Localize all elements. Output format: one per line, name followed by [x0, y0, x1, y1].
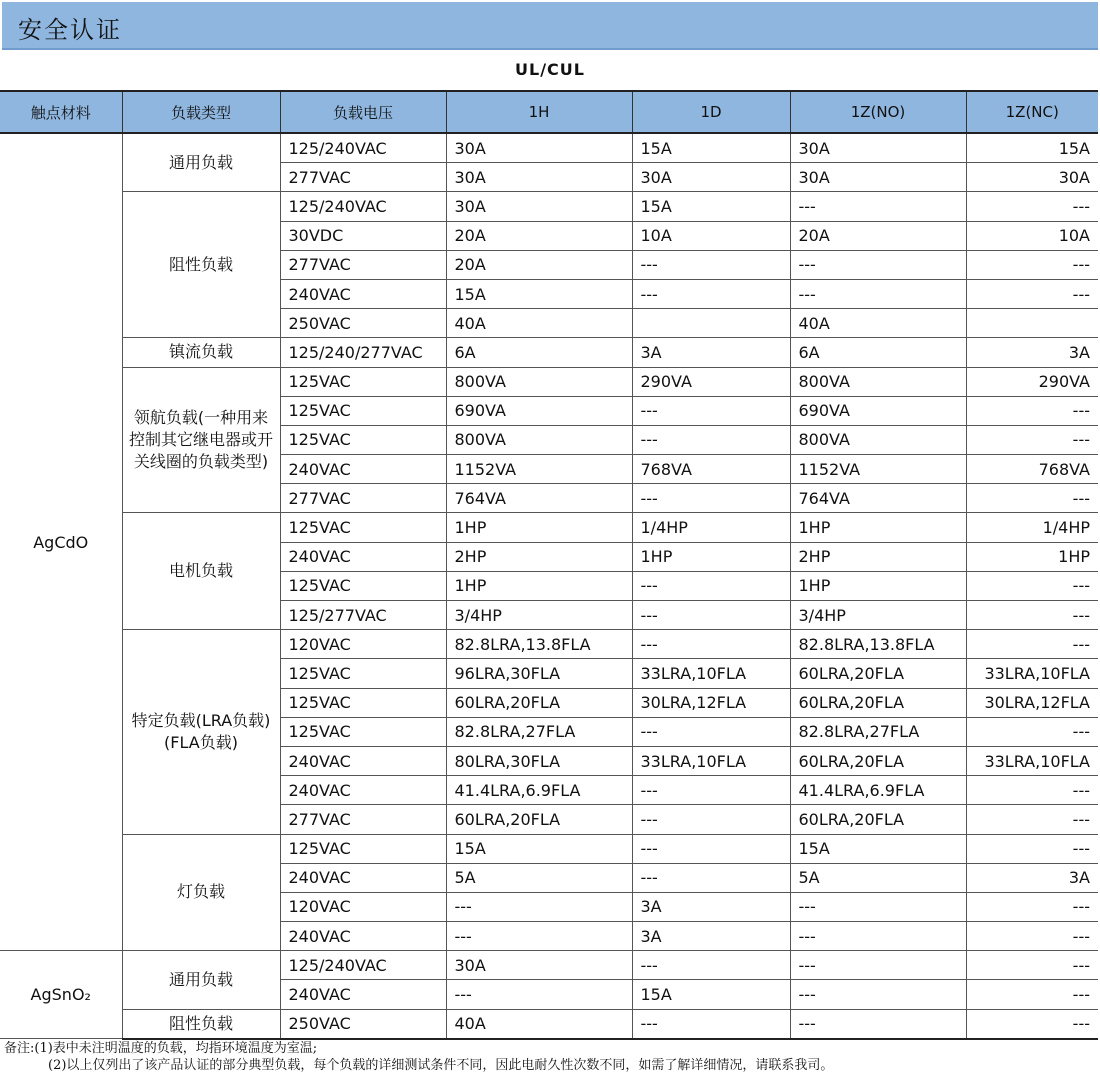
rating-1z-no-cell: 15A	[790, 834, 966, 863]
rating-1z-nc-cell: 768VA	[966, 455, 1098, 484]
col-header-load-voltage: 负载电压	[280, 91, 446, 133]
footnote-1: 备注:(1)表中未注明温度的负载，均指环境温度为室温;	[4, 1041, 318, 1056]
rating-1z-nc-cell: ---	[966, 776, 1098, 805]
rating-1d-cell: ---	[632, 484, 790, 513]
table-row	[0, 133, 1098, 163]
rating-1h-cell: 30A	[446, 133, 632, 163]
table-row	[0, 513, 1098, 542]
load-type-cell: 特定负载(LRA负载)(FLA负载)	[122, 630, 280, 834]
rating-1z-nc-cell: 290VA	[966, 367, 1098, 396]
rating-1d-cell: ---	[632, 834, 790, 863]
rating-1h-cell: 1152VA	[446, 455, 632, 484]
rating-1z-nc-cell: 15A	[966, 133, 1098, 163]
rating-1z-nc-cell: 33LRA,10FLA	[966, 746, 1098, 775]
rating-1h-cell: 690VA	[446, 396, 632, 425]
rating-1h-cell: 800VA	[446, 425, 632, 454]
rating-1z-nc-cell: ---	[966, 980, 1098, 1009]
rating-1z-no-cell: 20A	[790, 221, 966, 250]
load-voltage-cell: 277VAC	[280, 163, 446, 192]
rating-1z-nc-cell: ---	[966, 425, 1098, 454]
rating-1d-cell: ---	[632, 630, 790, 659]
rating-1d-cell: 15A	[632, 192, 790, 221]
rating-1z-no-cell: ---	[790, 980, 966, 1009]
rating-1z-nc-cell: 1HP	[966, 542, 1098, 571]
load-voltage-cell: 125VAC	[280, 659, 446, 688]
rating-1z-nc-cell: 33LRA,10FLA	[966, 659, 1098, 688]
rating-1d-cell: ---	[632, 250, 790, 279]
load-voltage-cell: 125VAC	[280, 396, 446, 425]
rating-1z-nc-cell: ---	[966, 1009, 1098, 1039]
load-type-cell: 阻性负载	[122, 192, 280, 338]
rating-1d-cell: 33LRA,10FLA	[632, 659, 790, 688]
load-voltage-cell: 277VAC	[280, 484, 446, 513]
load-voltage-cell: 125VAC	[280, 717, 446, 746]
rating-1d-cell: ---	[632, 863, 790, 892]
rating-1d-cell: ---	[632, 951, 790, 980]
rating-1z-nc-cell: ---	[966, 834, 1098, 863]
load-voltage-cell: 125VAC	[280, 425, 446, 454]
col-header-1z-no: 1Z(NO)	[790, 91, 966, 133]
section-header	[2, 2, 1098, 50]
rating-1h-cell: 30A	[446, 951, 632, 980]
rating-1d-cell: 1HP	[632, 542, 790, 571]
rating-1h-cell: 20A	[446, 250, 632, 279]
rating-1z-nc-cell: 30LRA,12FLA	[966, 688, 1098, 717]
certification-label: UL/CUL	[515, 60, 585, 79]
col-header-contact-material: 触点材料	[0, 91, 122, 133]
rating-1z-no-cell: 1HP	[790, 571, 966, 600]
rating-1z-no-cell: 690VA	[790, 396, 966, 425]
rating-1z-nc-cell: ---	[966, 484, 1098, 513]
footnote-2: (2)以上仅列出了该产品认证的部分典型负载，每个负载的详细测试条件不同，因此电耐久性次数不同，如需了解详细情况，请联系我司。	[48, 1058, 834, 1073]
rating-1d-cell: 15A	[632, 980, 790, 1009]
rating-1z-nc-cell: ---	[966, 396, 1098, 425]
rating-1z-no-cell: 2HP	[790, 542, 966, 571]
footnotes	[4, 1040, 833, 1074]
rating-1h-cell: 41.4LRA,6.9FLA	[446, 776, 632, 805]
rating-1h-cell: 800VA	[446, 367, 632, 396]
rating-1d-cell: ---	[632, 1009, 790, 1039]
rating-1d-cell: 3A	[632, 338, 790, 367]
table-row	[0, 951, 1098, 980]
load-type-cell: 通用负载	[122, 951, 280, 1009]
rating-1z-no-cell: 5A	[790, 863, 966, 892]
load-type-cell: 阻性负载	[122, 1009, 280, 1039]
rating-1h-cell: 15A	[446, 279, 632, 308]
rating-1d-cell: ---	[632, 396, 790, 425]
rating-1z-no-cell: ---	[790, 279, 966, 308]
rating-1z-no-cell: 1HP	[790, 513, 966, 542]
rating-1d-cell	[632, 309, 790, 338]
load-type-cell: 通用负载	[122, 133, 280, 192]
col-header-1z-nc: 1Z(NC)	[966, 91, 1098, 133]
rating-1h-cell: 40A	[446, 1009, 632, 1039]
rating-1z-nc-cell: ---	[966, 951, 1098, 980]
table-row	[0, 1009, 1098, 1039]
rating-1h-cell: 2HP	[446, 542, 632, 571]
rating-1z-no-cell: ---	[790, 250, 966, 279]
rating-1d-cell: 3A	[632, 922, 790, 951]
rating-1h-cell: 1HP	[446, 513, 632, 542]
load-voltage-cell: 240VAC	[280, 279, 446, 308]
load-voltage-cell: 240VAC	[280, 922, 446, 951]
rating-1z-nc-cell: ---	[966, 601, 1098, 630]
rating-1z-nc-cell	[966, 309, 1098, 338]
rating-1h-cell: 60LRA,20FLA	[446, 805, 632, 834]
rating-1h-cell: 30A	[446, 192, 632, 221]
load-voltage-cell: 240VAC	[280, 542, 446, 571]
rating-1h-cell: 60LRA,20FLA	[446, 688, 632, 717]
rating-1z-no-cell: 60LRA,20FLA	[790, 805, 966, 834]
load-voltage-cell: 250VAC	[280, 309, 446, 338]
rating-1h-cell: 6A	[446, 338, 632, 367]
rating-1z-no-cell: 40A	[790, 309, 966, 338]
load-voltage-cell: 125VAC	[280, 571, 446, 600]
table-row	[0, 834, 1098, 863]
load-type-cell: 领航负载(一种用来控制其它继电器或开关线圈的负载类型)	[122, 367, 280, 513]
table-row	[0, 367, 1098, 396]
rating-1z-no-cell: ---	[790, 1009, 966, 1039]
rating-1z-nc-cell: 3A	[966, 863, 1098, 892]
rating-1z-no-cell: 6A	[790, 338, 966, 367]
load-voltage-cell: 125/240VAC	[280, 192, 446, 221]
rating-1z-nc-cell: ---	[966, 192, 1098, 221]
rating-1d-cell: ---	[632, 425, 790, 454]
rating-1h-cell: ---	[446, 892, 632, 921]
col-header-1h: 1H	[446, 91, 632, 133]
load-voltage-cell: 240VAC	[280, 776, 446, 805]
rating-1h-cell: 5A	[446, 863, 632, 892]
rating-1d-cell: 33LRA,10FLA	[632, 746, 790, 775]
rating-1z-no-cell: 800VA	[790, 425, 966, 454]
contact-material-cell: AgCdO	[0, 133, 122, 951]
rating-1z-no-cell: 60LRA,20FLA	[790, 659, 966, 688]
rating-1z-no-cell: 82.8LRA,13.8FLA	[790, 630, 966, 659]
load-voltage-cell: 125VAC	[280, 513, 446, 542]
rating-1z-nc-cell: 30A	[966, 163, 1098, 192]
section-title: 安全认证	[18, 16, 122, 44]
rating-1h-cell: 3/4HP	[446, 601, 632, 630]
load-voltage-cell: 125VAC	[280, 688, 446, 717]
rating-1d-cell: 10A	[632, 221, 790, 250]
load-voltage-cell: 120VAC	[280, 630, 446, 659]
rating-1z-nc-cell: ---	[966, 630, 1098, 659]
rating-1z-no-cell: 60LRA,20FLA	[790, 746, 966, 775]
col-header-load-type: 负载类型	[122, 91, 280, 133]
rating-1d-cell: ---	[632, 776, 790, 805]
load-voltage-cell: 125VAC	[280, 834, 446, 863]
rating-1h-cell: 80LRA,30FLA	[446, 746, 632, 775]
load-voltage-cell: 125/240/277VAC	[280, 338, 446, 367]
rating-1z-no-cell: 82.8LRA,27FLA	[790, 717, 966, 746]
rating-1h-cell: 82.8LRA,13.8FLA	[446, 630, 632, 659]
table-row	[0, 630, 1098, 659]
rating-1z-no-cell: 30A	[790, 133, 966, 163]
load-voltage-cell: 125/240VAC	[280, 133, 446, 163]
rating-1h-cell: 30A	[446, 163, 632, 192]
load-voltage-cell: 240VAC	[280, 980, 446, 1009]
rating-1h-cell: 82.8LRA,27FLA	[446, 717, 632, 746]
load-voltage-cell: 250VAC	[280, 1009, 446, 1039]
rating-1z-nc-cell: ---	[966, 571, 1098, 600]
rating-1z-nc-cell: 10A	[966, 221, 1098, 250]
rating-1d-cell: 30LRA,12FLA	[632, 688, 790, 717]
rating-1d-cell: 3A	[632, 892, 790, 921]
load-voltage-cell: 277VAC	[280, 805, 446, 834]
rating-1d-cell: 1/4HP	[632, 513, 790, 542]
rating-1z-nc-cell: ---	[966, 279, 1098, 308]
rating-1z-nc-cell: ---	[966, 717, 1098, 746]
rating-1h-cell: ---	[446, 980, 632, 1009]
rating-1z-no-cell: 60LRA,20FLA	[790, 688, 966, 717]
load-voltage-cell: 125/240VAC	[280, 951, 446, 980]
rating-1z-no-cell: 764VA	[790, 484, 966, 513]
rating-1h-cell: 40A	[446, 309, 632, 338]
rating-1d-cell: ---	[632, 571, 790, 600]
rating-1h-cell: 15A	[446, 834, 632, 863]
rating-1z-nc-cell: ---	[966, 805, 1098, 834]
load-voltage-cell: 125VAC	[280, 367, 446, 396]
load-voltage-cell: 240VAC	[280, 863, 446, 892]
rating-1d-cell: 290VA	[632, 367, 790, 396]
rating-1h-cell: ---	[446, 922, 632, 951]
rating-1z-nc-cell: ---	[966, 250, 1098, 279]
load-voltage-cell: 120VAC	[280, 892, 446, 921]
table-row	[0, 338, 1098, 367]
rating-1d-cell: ---	[632, 601, 790, 630]
rating-1z-no-cell: 800VA	[790, 367, 966, 396]
rating-1d-cell: ---	[632, 717, 790, 746]
rating-1z-no-cell: ---	[790, 922, 966, 951]
rating-1z-no-cell: ---	[790, 192, 966, 221]
rating-1z-no-cell: 41.4LRA,6.9FLA	[790, 776, 966, 805]
rating-1z-no-cell: 3/4HP	[790, 601, 966, 630]
load-type-cell: 电机负载	[122, 513, 280, 630]
certification-table	[0, 90, 1098, 1040]
rating-1d-cell: 768VA	[632, 455, 790, 484]
rating-1z-nc-cell: 3A	[966, 338, 1098, 367]
rating-1d-cell: 15A	[632, 133, 790, 163]
rating-1z-no-cell: 1152VA	[790, 455, 966, 484]
contact-material-cell: AgSnO₂	[0, 951, 122, 1039]
table-header-row	[0, 91, 1098, 133]
rating-1h-cell: 96LRA,30FLA	[446, 659, 632, 688]
rating-1d-cell: ---	[632, 805, 790, 834]
rating-1z-nc-cell: ---	[966, 892, 1098, 921]
rating-1z-no-cell: ---	[790, 951, 966, 980]
rating-1d-cell: 30A	[632, 163, 790, 192]
col-header-1d: 1D	[632, 91, 790, 133]
rating-1d-cell: ---	[632, 279, 790, 308]
rating-1h-cell: 20A	[446, 221, 632, 250]
load-voltage-cell: 240VAC	[280, 455, 446, 484]
rating-1h-cell: 1HP	[446, 571, 632, 600]
rating-1z-nc-cell: 1/4HP	[966, 513, 1098, 542]
load-voltage-cell: 277VAC	[280, 250, 446, 279]
rating-1z-no-cell: ---	[790, 892, 966, 921]
load-voltage-cell: 125/277VAC	[280, 601, 446, 630]
rating-1z-no-cell: 30A	[790, 163, 966, 192]
load-voltage-cell: 30VDC	[280, 221, 446, 250]
load-type-cell: 镇流负载	[122, 338, 280, 367]
rating-1z-nc-cell: ---	[966, 922, 1098, 951]
table-row	[0, 192, 1098, 221]
load-type-cell: 灯负载	[122, 834, 280, 951]
rating-1h-cell: 764VA	[446, 484, 632, 513]
load-voltage-cell: 240VAC	[280, 746, 446, 775]
